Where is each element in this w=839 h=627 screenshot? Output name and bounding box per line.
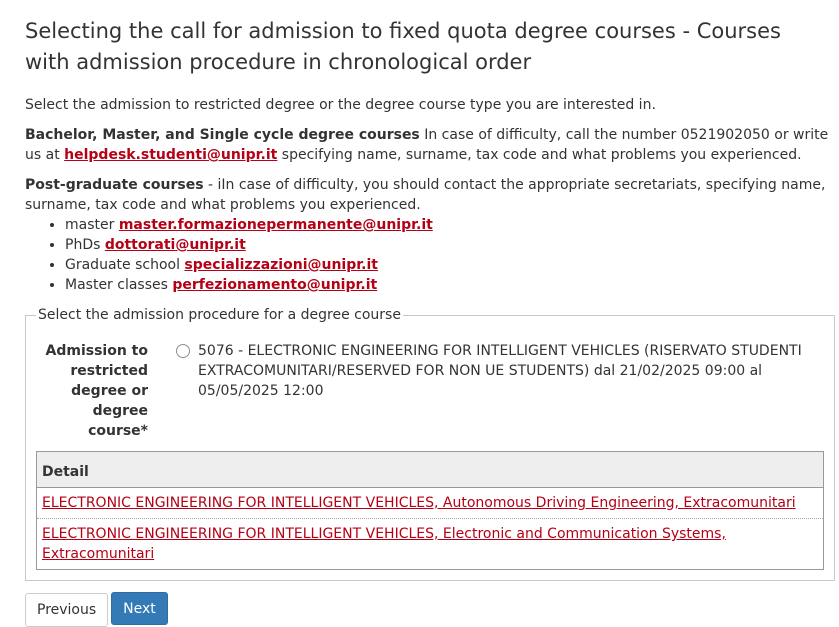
contact-item-phds: [65, 235, 839, 255]
admission-radio-button[interactable]: [176, 344, 190, 358]
next-button[interactable]: Next: [111, 592, 168, 625]
contacts-list: [25, 215, 839, 295]
admission-field-label: Admission to restricted degree or degree course*: [45, 343, 148, 439]
helpdesk-email-link[interactable]: helpdesk.studenti@unipr.it: [64, 147, 278, 163]
bachelor-label: Bachelor, Master, and Single cycle degree courses: [25, 127, 420, 143]
detail-header-row: [37, 452, 824, 488]
detail-link-electronic-communication[interactable]: ELECTRONIC ENGINEERING FOR INTELLIGENT VEHICLES, Electronic and Communication Systems, Extracomunitari: [42, 526, 726, 562]
admission-form-row: [36, 341, 824, 441]
admission-fieldset: [25, 305, 835, 581]
postgraduate-info: [25, 175, 839, 295]
table-row: [37, 488, 824, 519]
contact-label: Master classes: [65, 277, 173, 293]
contact-item-master-classes: [65, 275, 839, 295]
graduate-school-email-link[interactable]: specializzazioni@unipr.it: [184, 257, 378, 273]
master-classes-email-link[interactable]: perfezionamento@unipr.it: [172, 277, 378, 293]
detail-cell: [37, 519, 824, 570]
contact-label: PhDs: [65, 237, 105, 253]
contact-label: master: [65, 217, 119, 233]
phd-email-link[interactable]: dottorati@unipr.it: [104, 237, 246, 253]
postgraduate-label: Post-graduate courses: [25, 177, 204, 193]
detail-link-autonomous-driving[interactable]: ELECTRONIC ENGINEERING FOR INTELLIGENT VEHICLES, Autonomous Driving Engineering, Extracomunitari: [42, 495, 796, 511]
admission-option[interactable]: [176, 341, 806, 441]
contact-item-graduate-school: [65, 255, 839, 275]
page-title: Selecting the call for admission to fixed quota degree courses - Courses with admission procedure in chronological order: [25, 19, 781, 74]
postgraduate-paragraph: [25, 175, 839, 215]
button-bar: [25, 592, 839, 627]
contact-item-master: [65, 215, 839, 235]
postgraduate-text: - iIn case of difficulty, you should contact the appropriate secretariats, specifying name, surname, tax code and what problems you experienced.: [25, 177, 826, 213]
previous-button[interactable]: Previous: [25, 593, 108, 627]
intro-text: Select the admission to restricted degree or the degree course type you are interested in.: [25, 97, 656, 113]
detail-header: Detail: [37, 452, 824, 488]
admission-option-label[interactable]: 5076 - ELECTRONIC ENGINEERING FOR INTELLIGENT VEHICLES (RISERVATO STUDENTI EXTRACOMUNITARI/RESERVED FOR NON UE STUDENTS) dal 21/02/2025 09:00 al 05/05/2025 12:00: [198, 343, 802, 399]
detail-table: [36, 451, 824, 570]
contact-label: Graduate school: [65, 257, 185, 273]
master-email-link[interactable]: master.formazionepermanente@unipr.it: [118, 217, 433, 233]
bachelor-text-after: specifying name, surname, tax code and what problems you experienced.: [277, 147, 802, 163]
fieldset-legend: Select the admission procedure for a degree course: [38, 307, 401, 323]
table-row: [37, 519, 824, 570]
bachelor-text-before: In case of difficulty, call the number 0521902050 or write us at: [25, 127, 829, 163]
detail-cell: [37, 488, 824, 519]
bachelor-info: [25, 125, 839, 165]
